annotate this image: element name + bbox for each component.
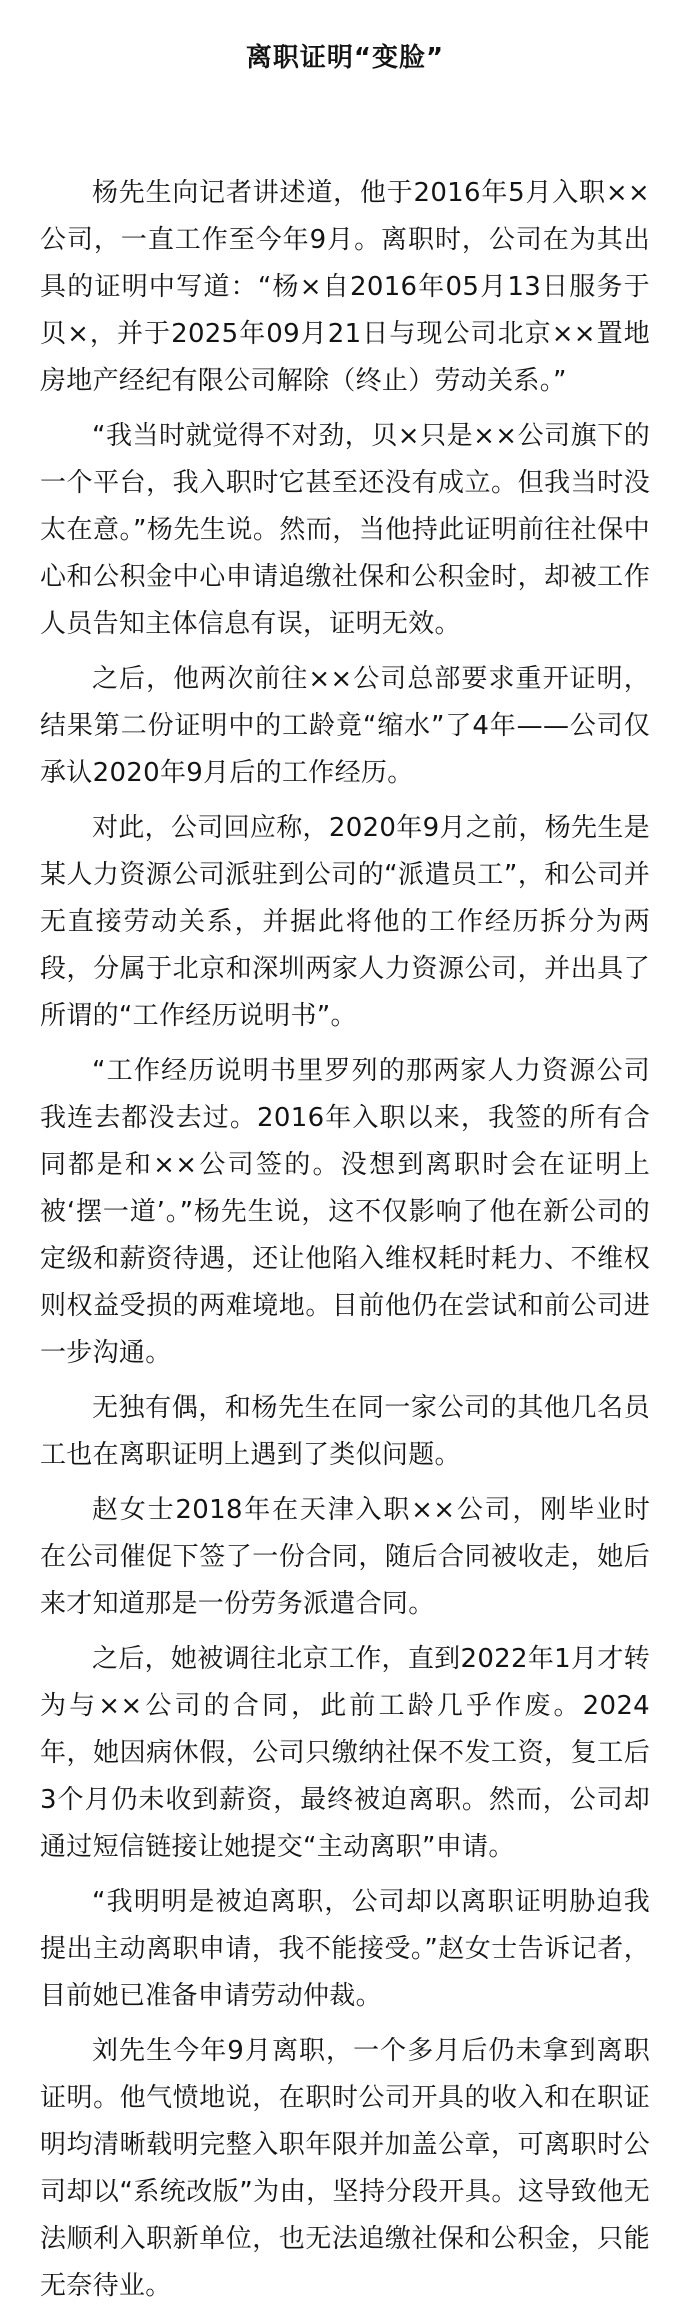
paragraph: “我明明是被迫离职，公司却以离职证明胁迫我提出主动离职申请，我不能接受。”赵女士告诉记者，目前她已准备申请劳动仲裁。: [40, 1887, 650, 2011]
article-title: 离职证明“变脸”: [245, 43, 445, 73]
paragraph: 之后，她被调往北京工作，直到2022年1月才转为与××公司的合同，此前工龄几乎作废。2024年，她因病休假，公司只缴纳社保不发工资，复工后3个月仍未收到薪资，最终被迫离职。然而，公司却通过短信链接让她提交“主动离职”申请。: [40, 1644, 650, 1862]
paragraph: “工作经历说明书里罗列的那两家人力资源公司我连去都没去过。2016年入职以来，我签的所有合同都是和××公司签的。没想到离职时会在证明上被‘摆一道’。”杨先生说，这不仅影响了他在新公司的定级和薪资待遇，还让他陷入维权耗时耗力、不维权则权益受损的两难境地。目前他仍在尝试和前公司进一步沟通。: [40, 1056, 650, 1368]
paragraph: 赵女士2018年在天津入职××公司，刚毕业时在公司催促下签了一份合同，随后合同被收走，她后来才知道那是一份劳务派遣合同。: [40, 1495, 650, 1619]
paragraph: 无独有偶，和杨先生在同一家公司的其他几名员工也在离职证明上遇到了类似问题。: [40, 1393, 650, 1470]
paragraph: 杨先生向记者讲述道，他于2016年5月入职××公司，一直工作至今年9月。离职时，公司在为其出具的证明中写道：“杨×自2016年05月13日服务于贝×，并于2025年09月21日与现公司北京××置地房地产经纪有限公司解除（终止）劳动关系。”: [40, 178, 650, 396]
paragraph: “我当时就觉得不对劲，贝×只是××公司旗下的一个平台，我入职时它甚至还没有成立。但我当时没太在意。”杨先生说。然而，当他持此证明前往社保中心和公积金中心申请追缴社保和公积金时，却被工作人员告知主体信息有误，证明无效。: [40, 421, 650, 639]
paragraph: 刘先生今年9月离职，一个多月后仍未拿到离职证明。他气愤地说，在职时公司开具的收入和在职证明均清晰载明完整入职年限并加盖公章，可离职时公司却以“系统改版”为由，坚持分段开具。这导致他无法顺利入职新单位，也无法追缴社保和公积金，只能无奈待业。: [40, 2036, 650, 2301]
paragraph: 之后，他两次前往××公司总部要求重开证明，结果第二份证明中的工龄竟“缩水”了4年——公司仅承认2020年9月后的工作经历。: [40, 664, 650, 788]
paragraph: 对此，公司回应称，2020年9月之前，杨先生是某人力资源公司派驻到公司的“派遣员工”，和公司并无直接劳动关系，并据此将他的工作经历拆分为两段，分属于北京和深圳两家人力资源公司，并出具了所谓的“工作经历说明书”。: [40, 813, 650, 1031]
article-body: [40, 170, 650, 2318]
